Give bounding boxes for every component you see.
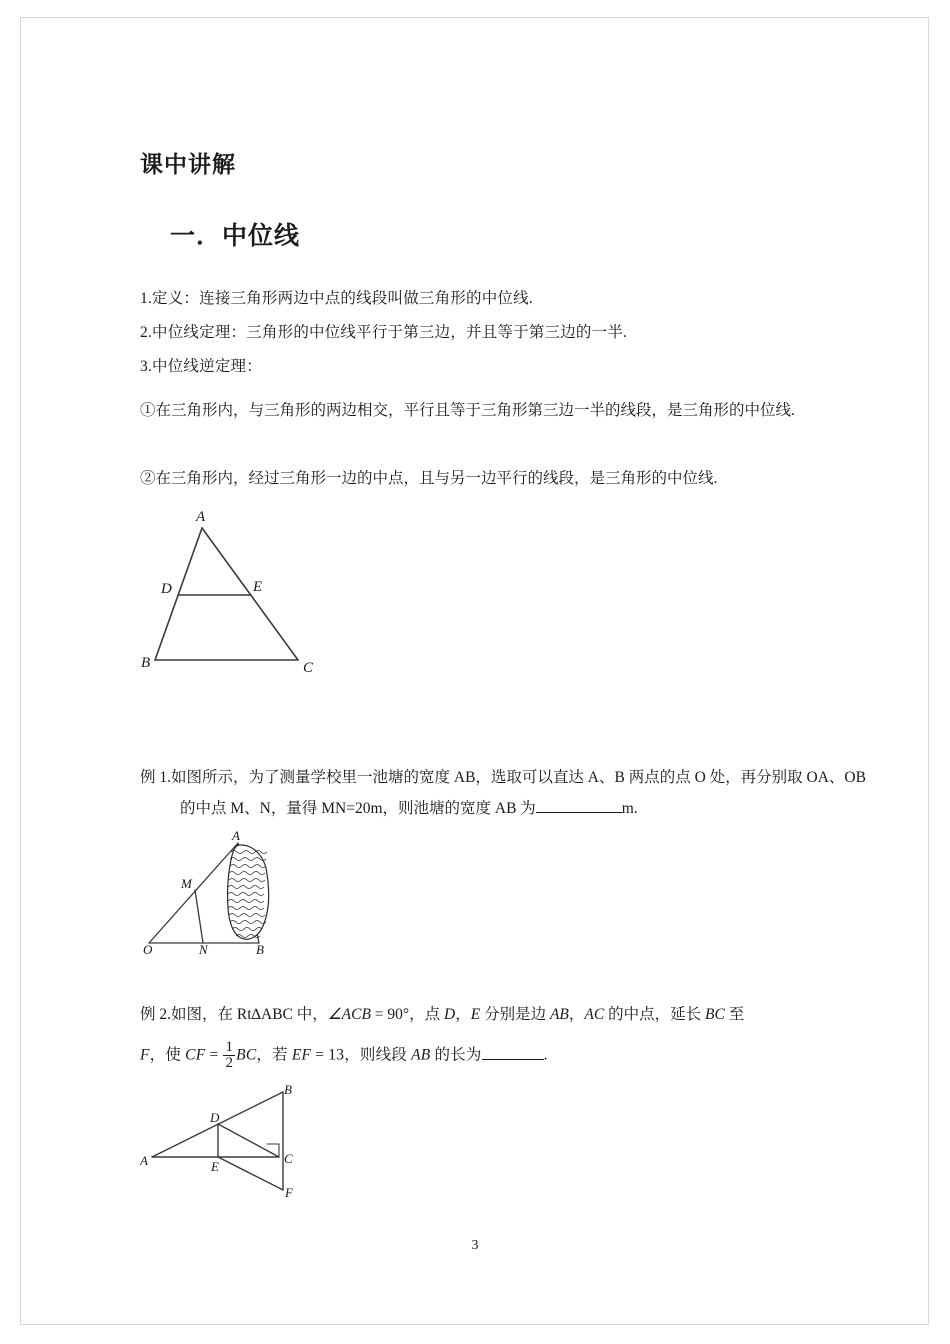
example-2-l2-bc: BC [236,1046,257,1064]
label-B: B [256,942,264,955]
example-1-answer-blank[interactable] [536,812,622,813]
example-2-seg5: ， [568,1006,585,1023]
page-title: 课中讲解 [140,151,236,178]
example-2-text-line1 [140,1000,870,1030]
example-2-equals: = [205,1046,223,1064]
example-2-ef-value: = 13 [311,1046,345,1064]
label-N: N [199,942,208,955]
example-1-unit: m. [621,800,638,817]
definition-item-1: 1.定义：连接三角形两边中点的线段叫做三角形的中位线. [140,290,533,307]
example-2-seg6: 的中点，延长 [604,1006,705,1023]
definition-item-2: 2.中位线定理：三角形的中位线平行于第三边，并且等于第三边的一半. [140,324,628,341]
label-M: M [181,876,192,891]
label-D: D [161,581,172,597]
label-A: A [232,830,240,843]
example-2-l2-seg3: ，则线段 [344,1046,412,1064]
definition-item-3: 3.中位线逆定理： [140,358,262,375]
example-2-l2-seg4: 的长为 [430,1046,482,1064]
example-2-side-ab: AB [549,1006,569,1023]
example-2-period: . [543,1046,548,1064]
label-B: B [141,655,151,671]
example-2-segment-cf: CF [185,1046,206,1064]
example-2-answer-blank[interactable] [482,1059,544,1060]
example-2-l2-ab: AB [411,1046,431,1064]
label-D: D [210,1110,220,1125]
section-heading: 一．中位线 [170,221,301,250]
example-2-angle-value: = 90° [370,1006,410,1023]
example-2-point-f: F [140,1046,150,1064]
figure-pond-measurement [143,830,303,960]
example-2-seg4: 分别是边 [480,1006,550,1023]
fraction-denominator: 2 [225,1055,234,1072]
example-2-intro: 例 2.如图，在 Rt∆ABC 中， [140,1006,328,1023]
label-C: C [284,1151,293,1166]
label-A: A [140,1153,148,1168]
example-2-point-e: E [470,1006,481,1023]
example-2-angle-acb: ∠ACB [327,1006,371,1023]
fraction-one-half [223,1040,235,1072]
example-2-seg7: 至 [724,1006,745,1023]
label-C: C [303,660,314,676]
example-1-text [140,762,870,824]
example-2-seg3: ， [455,1006,471,1023]
example-2-l2-seg2: ，若 [256,1046,292,1064]
example-2-segment-ef: EF [291,1046,312,1064]
label-F: F [285,1185,293,1200]
label-O: O [143,942,153,955]
example-2-point-d: D [444,1006,456,1023]
label-E: E [253,579,263,595]
example-2-seg2: ，点 [409,1006,445,1023]
label-E: E [211,1159,219,1174]
label-B: B [284,1085,292,1097]
example-2-side-bc: BC [705,1006,725,1023]
page-number: 3 [471,1238,479,1253]
example-1-question: 例 1.如图所示，为了测量学校里一池塘的宽度 AB，选取可以直达 A、B 两点的点 O 处，再分别取 OA、OB 的中点 M、N，量得 MN=20m，则池塘的宽度 AB 为 [140,769,866,817]
example-2-l2-seg1: ，使 [149,1046,186,1064]
pond-shape [228,845,269,939]
label-A: A [196,509,206,525]
converse-item-1: ①在三角形内，与三角形的两边相交，平行且等于三角形第三边一半的线段，是三角形的中位线. [140,402,795,419]
fraction-numerator: 1 [225,1039,234,1055]
figure-triangle-midline [140,505,340,690]
example-2-text-line2 [140,1040,840,1072]
example-2-side-ac: AC [584,1006,605,1023]
converse-item-2: ②在三角形内，经过三角形一边的中点，且与另一边平行的线段，是三角形的中位线. [140,470,718,487]
figure-right-triangle [140,1085,315,1205]
